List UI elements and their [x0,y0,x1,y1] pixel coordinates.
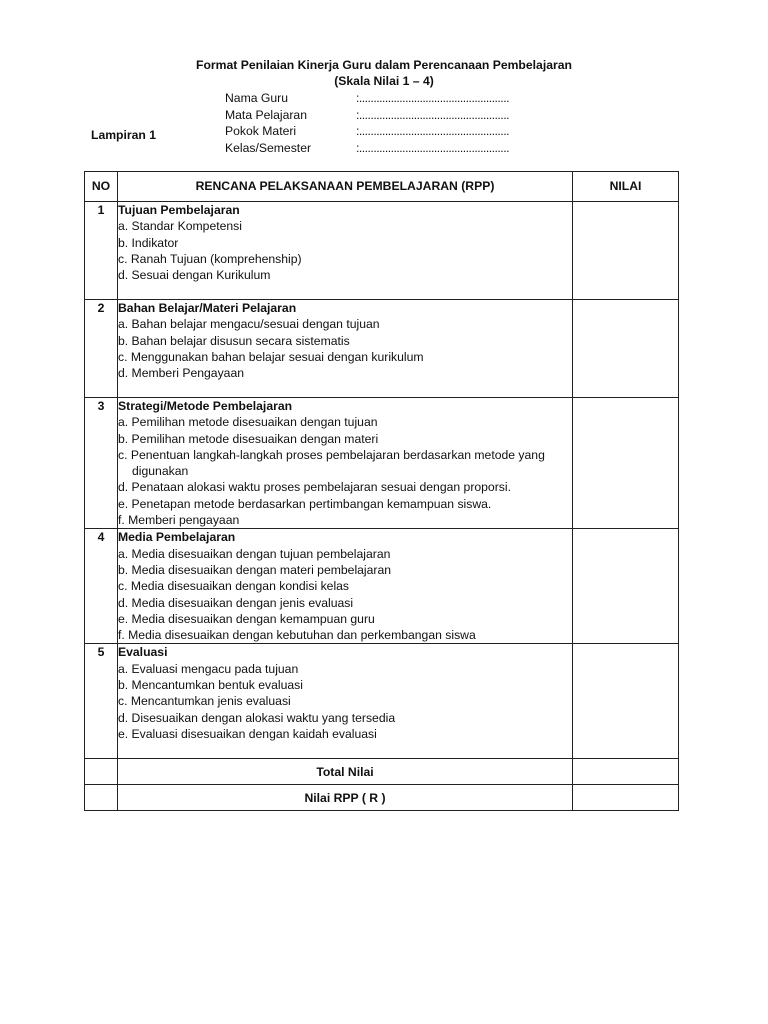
nilai-rpp-row [85,785,679,811]
list-item: e. Evaluasi disesuaikan dengan kaidah evaluasi [118,726,377,741]
list-item: d. Media disesuaikan dengan jenis evaluasi [118,595,354,610]
list-item: f. Memberi pengayaan [118,513,240,528]
list-item: d. Penataan alokasi waktu proses pembelajaran sesuai dengan proporsi. [118,480,511,495]
row-number: 5 [85,644,118,759]
field-label: Nama Guru [225,91,288,105]
total-row [85,759,679,785]
list-item: c. Menggunakan bahan belajar sesuai dengan kurikulum [118,349,424,364]
field-label: Pokok Materi [225,124,297,138]
section-title: Evaluasi [118,645,168,660]
list-item: c. Mencantumkan jenis evaluasi [118,694,291,709]
list-item: d. Memberi Pengayaan [118,366,245,381]
lampiran-label: Lampiran 1 [91,128,157,142]
section-content [118,398,573,529]
list-item: b. Media disesuaikan dengan materi pembelajaran [118,562,392,577]
field-pokok-materi [225,123,545,140]
section-content [118,644,573,759]
list-item: e. Penetapan metode berdasarkan pertimbangan kemampuan siswa. [118,496,492,511]
section-title: Media Pembelajaran [118,530,236,545]
list-item: a. Standar Kompetensi [118,219,242,234]
list-item: a. Media disesuaikan dengan tujuan pembelajaran [118,546,391,561]
score-cell[interactable] [573,644,679,759]
section-title: Strategi/Metode Pembelajaran [118,399,293,413]
list-item: e. Media disesuaikan dengan kemampuan guru [118,611,375,626]
field-blank: :.................................................... [356,91,509,105]
list-item: b. Indikator [118,235,179,250]
list-item: c. Ranah Tujuan (komprehenship) [118,251,302,266]
list-item: d. Disesuaikan dengan alokasi waktu yang tersedia [118,710,396,725]
list-item: a. Bahan belajar mengacu/sesuai dengan tujuan [118,317,380,332]
header-no: NO [85,172,118,202]
nilai-rpp-score-cell[interactable] [573,785,679,811]
total-nilai-label: Total Nilai [118,759,573,785]
score-cell[interactable] [573,300,679,398]
total-score-cell[interactable] [573,759,679,785]
table-row [85,529,679,644]
section-content [118,202,573,300]
row-number: 4 [85,529,118,644]
table-row [85,398,679,529]
list-item: f. Media disesuaikan dengan kebutuhan dan perkembangan siswa [118,628,476,643]
list-item-continuation: digunakan [132,464,189,479]
section-content [118,300,573,398]
table-row [85,300,679,398]
table-row [85,644,679,759]
row-number: 3 [85,398,118,529]
field-mata-pelajaran [225,107,545,124]
document-title: Format Penilaian Kinerja Guru dalam Perencanaan Pembelajaran [196,58,572,72]
section-content [118,529,573,644]
score-cell[interactable] [573,398,679,529]
header-rpp: RENCANA PELAKSANAAN PEMBELAJARAN (RPP) [118,172,573,202]
list-item-text: c. Penentuan langkah-langkah proses pembelajaran berdasarkan metode yang [118,447,545,462]
row-number: 1 [85,202,118,300]
list-item: a. Evaluasi mengacu pada tujuan [118,661,299,676]
list-item [118,447,572,480]
field-blank: :.................................................... [356,140,509,155]
scale-subtitle: (Skala Nilai 1 – 4) [334,74,434,88]
list-item: b. Bahan belajar disusun secara sistematis [118,333,350,348]
score-cell[interactable] [573,529,679,644]
list-item: d. Sesuai dengan Kurikulum [118,268,271,283]
field-kelas-semester [225,140,545,157]
empty-cell [85,759,118,785]
list-item: b. Pemilihan metode disesuaikan dengan materi [118,431,379,446]
list-item: a. Pemilihan metode disesuaikan dengan tujuan [118,415,378,430]
nilai-rpp-label: Nilai RPP ( R ) [118,785,573,811]
list-item: b. Mencantumkan bentuk evaluasi [118,678,303,693]
field-label: Kelas/Semester [225,140,312,155]
section-title: Tujuan Pembelajaran [118,203,240,217]
identity-fields [225,90,545,156]
table-header-row [85,172,679,202]
header-nilai: NILAI [573,172,679,202]
row-number: 2 [85,300,118,398]
rpp-assessment-table [84,171,679,811]
score-cell[interactable] [573,202,679,300]
field-blank: :.................................................... [356,124,509,138]
empty-cell [85,785,118,811]
field-label: Mata Pelajaran [225,107,307,122]
table-row [85,202,679,300]
section-title: Bahan Belajar/Materi Pelajaran [118,301,297,315]
field-blank: :.................................................... [356,107,509,122]
list-item: c. Media disesuaikan dengan kondisi kelas [118,579,350,594]
field-nama-guru [225,90,545,107]
